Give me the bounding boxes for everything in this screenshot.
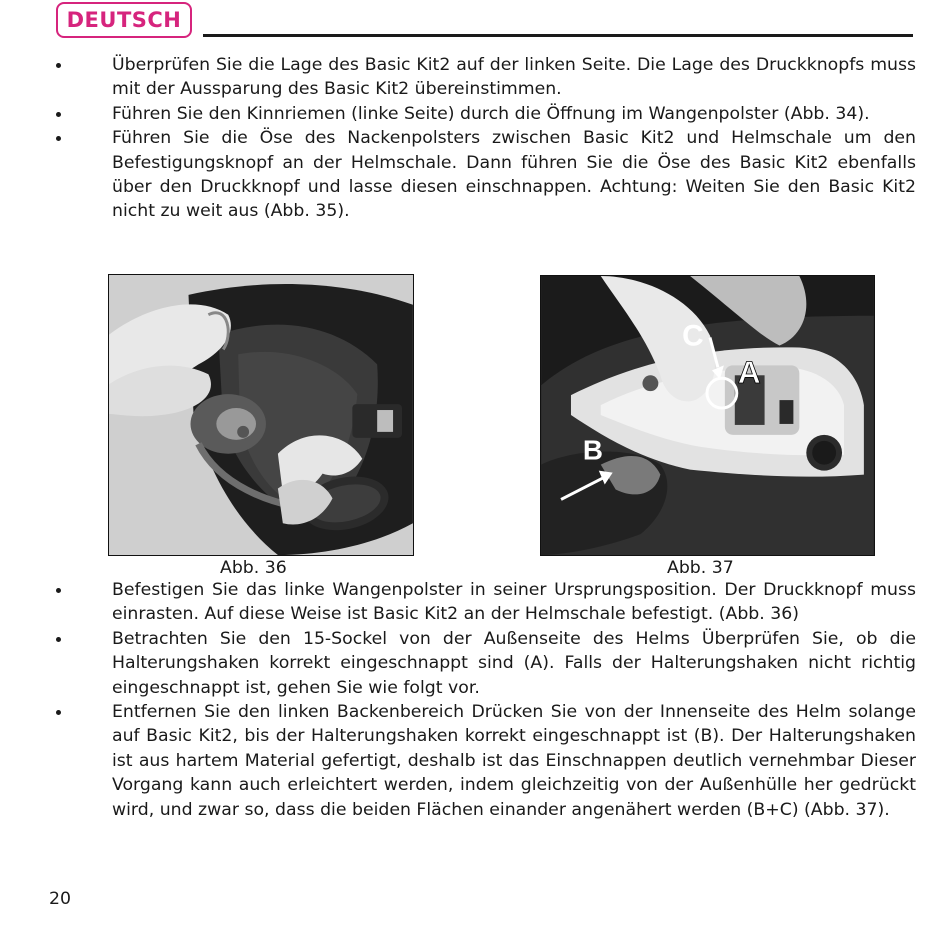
bullet-text: Betrachten Sie den 15-Sockel von der Außenseite des Helms Überprüfen Sie, ob die Halterungshaken korrekt eingeschnappt sind (A). Falls der Halterungshaken nicht richtig eingeschnappt ist, gehen Sie wie folgt vor. — [112, 628, 916, 698]
figure-caption-36: Abb. 36 — [220, 558, 287, 578]
bullet-text: Entfernen Sie den linken Backenbereich Drücken Sie von der Innenseite des Helm solange auf Basic Kit2, bis der Halterungshaken korrekt eingeschnappt ist (B). Der Halterungshaken ist aus hartem Material gefertigt, deshalb ist das Einschnappen deutlich vernehmbar Dieser Vorgang kann auch erleichtert werden, indem gleichzeitig von der Außenhülle her gedrückt wird, und zwar so, dass die beiden Flächen einander angenähert werden (B+C) (Abb. 37). — [112, 702, 916, 820]
bullet-text: Befestigen Sie das linke Wangenpolster in seiner Ursprungsposition. Der Druckknopf muss einrasten. Auf diese Weise ist Basic Kit2 an der Helmschale befestigt. (Abb. 36) — [112, 580, 916, 625]
list-item — [0, 53, 950, 102]
bullet-icon — [56, 710, 61, 715]
figure-label-a: A — [737, 354, 761, 391]
helmet-shell-photo — [541, 276, 874, 555]
list-item — [0, 627, 950, 700]
page-number: 20 — [49, 889, 71, 909]
figure-label-c: C — [682, 319, 704, 353]
bullet-icon — [56, 588, 61, 593]
list-item — [0, 102, 950, 126]
list-item — [0, 700, 950, 822]
figure-abb-36 — [108, 274, 414, 556]
list-item — [0, 126, 950, 224]
helmet-cheekpad-photo — [109, 275, 413, 555]
header-rule — [203, 34, 913, 37]
bullet-text: Überprüfen Sie die Lage des Basic Kit2 auf der linken Seite. Die Lage des Druckknopfs muss mit der Aussparung des Basic Kit2 übereinstimmen. — [112, 55, 916, 100]
bullet-text: Führen Sie die Öse des Nackenpolsters zwischen Basic Kit2 und Helmschale um den Befestigungsknopf an der Helmschale. Dann führen Sie die Öse des Basic Kit2 ebenfalls über den Druckknopf und lasse diesen einschnappen. Achtung: Weiten Sie den Basic Kit2 nicht zu weit aus (Abb. 35). — [112, 128, 916, 222]
figure-label-b: B — [582, 434, 603, 466]
bullet-icon — [56, 637, 61, 642]
figure-caption-37: Abb. 37 — [667, 558, 734, 578]
figure-abb-37 — [540, 275, 875, 556]
instruction-list-top — [0, 53, 950, 224]
bullet-icon — [56, 136, 61, 141]
language-tab: DEUTSCH — [56, 2, 192, 38]
list-item — [0, 578, 950, 627]
instruction-list-bottom — [0, 578, 950, 822]
bullet-text: Führen Sie den Kinnriemen (linke Seite) durch die Öffnung im Wangenpolster (Abb. 34). — [112, 103, 870, 124]
bullet-icon — [56, 63, 61, 68]
bullet-icon — [56, 112, 61, 117]
